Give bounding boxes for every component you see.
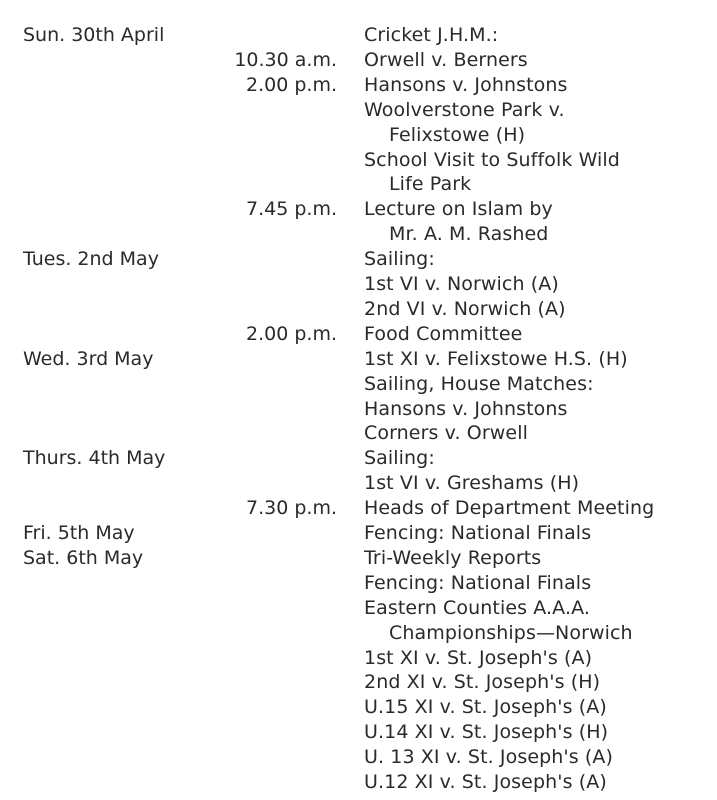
schedule-event: Corners v. Orwell xyxy=(364,422,528,445)
schedule-row xyxy=(0,597,717,621)
schedule-row xyxy=(0,373,717,397)
schedule-event: Orwell v. Berners xyxy=(364,48,528,71)
schedule-event: Sailing: xyxy=(364,248,435,271)
schedule-event: 2nd VI v. Norwich (A) xyxy=(364,297,566,320)
schedule-row xyxy=(0,497,717,521)
schedule-row xyxy=(0,696,717,720)
schedule-row xyxy=(0,671,717,695)
schedule-time: 2.00 p.m. xyxy=(246,73,337,96)
schedule-row xyxy=(0,124,717,148)
schedule-row xyxy=(0,248,717,272)
schedule-event: Sailing: xyxy=(364,447,435,470)
schedule-event: Felixstowe (H) xyxy=(389,123,526,146)
schedule-event: Fencing: National Finals xyxy=(364,571,592,594)
schedule-date: Sat. 6th May xyxy=(23,546,144,569)
schedule-event: 1st XI v. St. Joseph's (A) xyxy=(364,646,593,669)
schedule-row xyxy=(0,398,717,422)
schedule-time: 10.30 a.m. xyxy=(234,48,337,71)
schedule-date: Tues. 2nd May xyxy=(23,248,159,271)
schedule-date: Fri. 5th May xyxy=(23,522,135,544)
schedule-row xyxy=(0,298,717,322)
schedule-date: Wed. 3rd May xyxy=(23,347,154,370)
schedule-event: Food Committee xyxy=(364,322,523,345)
schedule-row xyxy=(0,49,717,73)
schedule-row xyxy=(0,273,717,297)
schedule-row xyxy=(0,746,717,770)
schedule-date: Thurs. 4th May xyxy=(23,447,166,470)
schedule-event: School Visit to Suffolk Wild xyxy=(364,148,620,171)
schedule-row xyxy=(0,572,717,596)
schedule-event: 2nd XI v. St. Joseph's (H) xyxy=(364,671,601,694)
schedule-row xyxy=(0,472,717,496)
schedule-event: U.14 XI v. St. Joseph's (H) xyxy=(364,721,609,744)
schedule-event: Sailing, House Matches: xyxy=(364,372,594,395)
schedule-event: Tri-Weekly Reports xyxy=(364,546,542,569)
schedule-time: 7.30 p.m. xyxy=(246,497,337,520)
schedule-row xyxy=(0,223,717,247)
schedule-event: Hansons v. Johnstons xyxy=(364,73,568,96)
schedule-event: Heads of Department Meeting xyxy=(364,497,655,520)
schedule-event: Hansons v. Johnstons xyxy=(364,397,568,420)
schedule-row xyxy=(0,348,717,372)
schedule-event: Life Park xyxy=(389,173,472,196)
schedule-event: U. 13 XI v. St. Joseph's (A) xyxy=(364,746,614,769)
schedule-date: Sun. 30th April xyxy=(23,24,165,46)
schedule-event: Cricket J.H.M.: xyxy=(364,24,499,46)
schedule-row xyxy=(0,173,717,197)
schedule-event: 1st VI v. Norwich (A) xyxy=(364,273,559,295)
schedule-row xyxy=(0,198,717,222)
schedule-time: 7.45 p.m. xyxy=(246,198,337,221)
schedule-event: Eastern Counties A.A.A. xyxy=(364,596,590,619)
schedule-row xyxy=(0,771,717,795)
schedule-time: 2.00 p.m. xyxy=(246,322,337,345)
schedule-row xyxy=(0,422,717,446)
schedule-row xyxy=(0,99,717,123)
schedule-row xyxy=(0,721,717,745)
schedule-event: Mr. A. M. Rashed xyxy=(389,223,549,246)
schedule-event: Woolverstone Park v. xyxy=(364,98,565,121)
schedule-row xyxy=(0,622,717,646)
schedule-row xyxy=(0,447,717,471)
schedule-row xyxy=(0,24,717,48)
schedule-row xyxy=(0,647,717,671)
schedule-event: Fencing: National Finals xyxy=(364,522,592,544)
schedule-row xyxy=(0,74,717,98)
schedule-event: U.15 XI v. St. Joseph's (A) xyxy=(364,696,607,719)
schedule-event: U.12 XI v. St. Joseph's (A) xyxy=(364,771,607,793)
schedule-event: 1st VI v. Greshams (H) xyxy=(364,472,580,495)
schedule-row xyxy=(0,547,717,571)
schedule-row xyxy=(0,522,717,546)
schedule-event: 1st XI v. Felixstowe H.S. (H) xyxy=(364,347,628,370)
schedule-event: Championships—Norwich xyxy=(389,621,633,644)
schedule-event: Lecture on Islam by xyxy=(364,198,553,221)
schedule-row xyxy=(0,323,717,347)
schedule-row xyxy=(0,149,717,173)
